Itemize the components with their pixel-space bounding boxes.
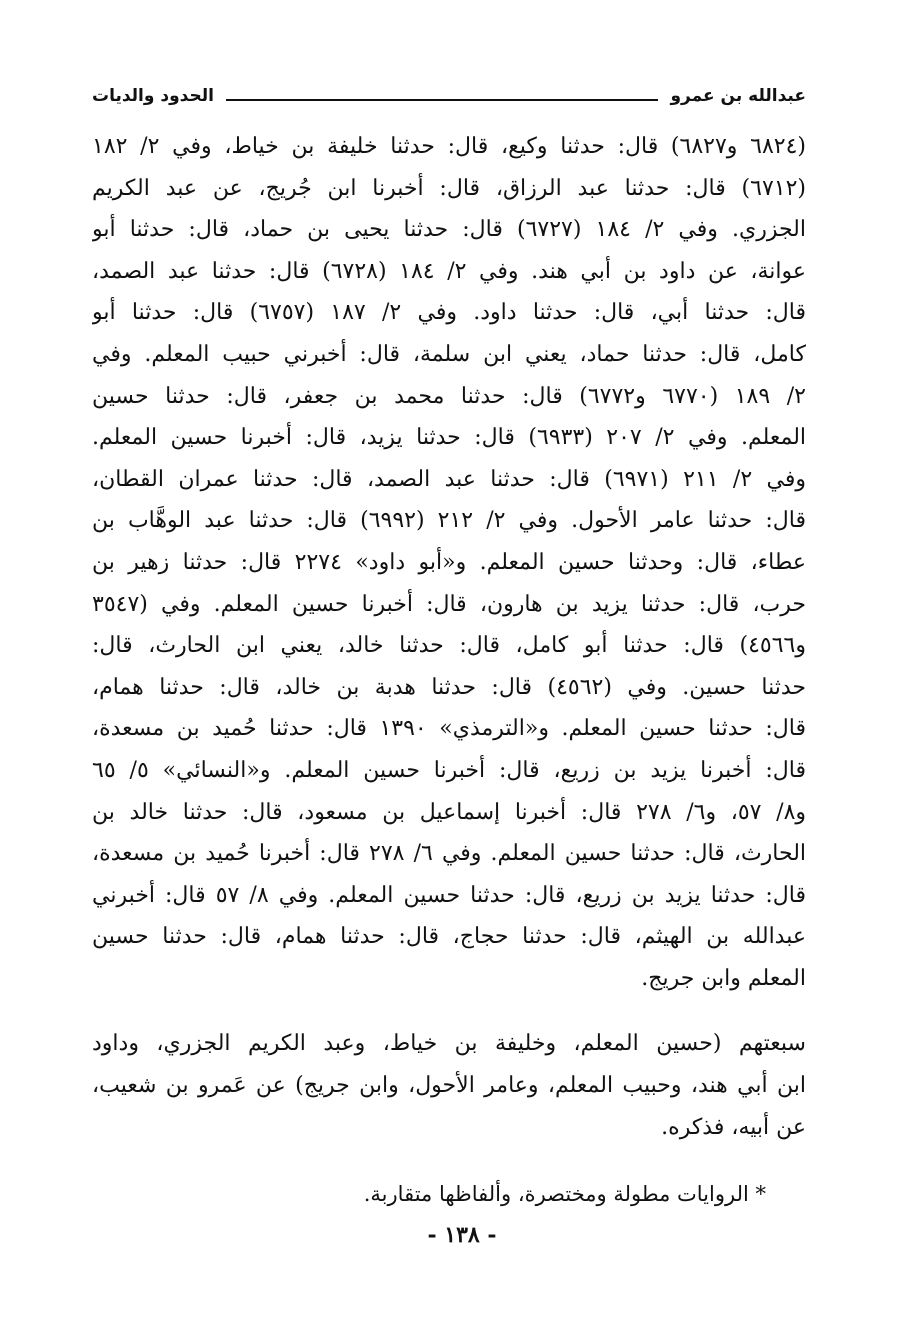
running-header [92, 78, 806, 114]
text-line: عبدالله بن الهيثم، قال: حدثنا حجاج، قال: حدثنا همام، قال: حدثنا حسين [92, 924, 806, 950]
text-line: حرب، قال: حدثنا يزيد بن هارون، قال: أخبرنا حسين المعلم. وفي (٣٥٤٧ [92, 591, 806, 617]
page-number: - ١٣٨ - [427, 1222, 497, 1248]
text-line: وفي ٢/ ٢١١ (٦٩٧١) قال: حدثنا عبد الصمد، قال: حدثنا عمران القطان، [92, 466, 806, 492]
text-line: سبعتهم (حسين المعلم، وخليفة بن خياط، وعبد الكريم الجزري، وداود [92, 1031, 806, 1057]
section-author: عبدالله بن عمرو [670, 86, 806, 106]
text-line: قال: أخبرنا يزيد بن زريع، قال: أخبرنا حسين المعلم. و«النسائي» ٥/ ٦٥ [92, 757, 806, 783]
body-text [92, 126, 806, 1216]
text-line: عن أبيه، فذكره. [661, 1114, 806, 1140]
chapter-title: الحدود والديات [92, 86, 214, 106]
header-rule [226, 99, 659, 101]
text-line: و٨/ ٥٧، و٦/ ٢٧٨ قال: أخبرنا إسماعيل بن مسعود، قال: حدثنا خالد بن [92, 799, 806, 825]
text-line: المعلم. وفي ٢/ ٢٠٧ (٦٩٣٣) قال: حدثنا يزيد، قال: أخبرنا حسين المعلم. [92, 425, 806, 451]
text-line: (٦٨٢٤ و٦٨٢٧) قال: حدثنا وكيع، قال: حدثنا خليفة بن خياط، وفي ٢/ ١٨٢ [92, 134, 806, 159]
text-line: الجزري. وفي ٢/ ١٨٤ (٦٧٢٧) قال: حدثنا يحيى بن حماد، قال: حدثنا أبو [92, 217, 806, 243]
paragraph-gap [92, 999, 806, 1023]
paragraph-isnad [92, 126, 806, 999]
text-line: كامل، قال: حدثنا حماد، يعني ابن سلمة، قال: أخبرني حبيب المعلم. وفي [92, 341, 806, 367]
text-line: الحارث، قال: حدثنا حسين المعلم. وفي ٦/ ٢٧٨ قال: أخبرنا حُميد بن مسعدة، [92, 841, 806, 867]
text-line: عوانة، عن داود بن أبي هند. وفي ٢/ ١٨٤ (٦٧٢٨) قال: حدثنا عبد الصمد، [92, 258, 806, 284]
text-line: قال: حدثنا عامر الأحول. وفي ٢/ ٢١٢ (٦٩٩٢) قال: حدثنا عبد الوهَّاب بن [92, 508, 806, 534]
text-line: حدثنا حسين. وفي (٤٥٦٢) قال: حدثنا هدبة بن خالد، قال: حدثنا همام، [92, 674, 806, 700]
text-line: عطاء، قال: وحدثنا حسين المعلم. و«أبو داود» ٢٢٧٤ قال: حدثنا زهير بن [92, 549, 806, 575]
footnote-remark: * الروايات مطولة ومختصرة، وألفاظها متقاربة. [363, 1182, 766, 1207]
paragraph-gap [92, 1148, 806, 1172]
text-line: ابن أبي هند، وحبيب المعلم، وعامر الأحول، وابن جريج) عن عَمرو بن شعيب، [92, 1073, 806, 1099]
text-line: (٦٧١٢) قال: حدثنا عبد الرزاق، قال: أخبرنا ابن جُريج، عن عبد الكريم [92, 175, 806, 201]
text-line: المعلم وابن جريج. [641, 965, 806, 991]
paragraph-summary [92, 1023, 806, 1148]
text-line: و٤٥٦٦) قال: حدثنا أبو كامل، قال: حدثنا خالد، يعني ابن الحارث، قال: [92, 633, 806, 659]
text-line: قال: حدثنا يزيد بن زريع، قال: حدثنا حسين المعلم. وفي ٨/ ٥٧ قال: أخبرني [92, 882, 806, 908]
text-line: ٢/ ١٨٩ (٦٧٧٠ و٦٧٧٢) قال: حدثنا محمد بن جعفر، قال: حدثنا حسين [92, 383, 806, 409]
text-line: قال: حدثنا حسين المعلم. و«الترمذي» ١٣٩٠ قال: حدثنا حُميد بن مسعدة، [92, 716, 806, 742]
text-line: قال: حدثنا أبي، قال: حدثنا داود. وفي ٢/ ١٨٧ (٦٧٥٧) قال: حدثنا أبو [92, 300, 806, 326]
